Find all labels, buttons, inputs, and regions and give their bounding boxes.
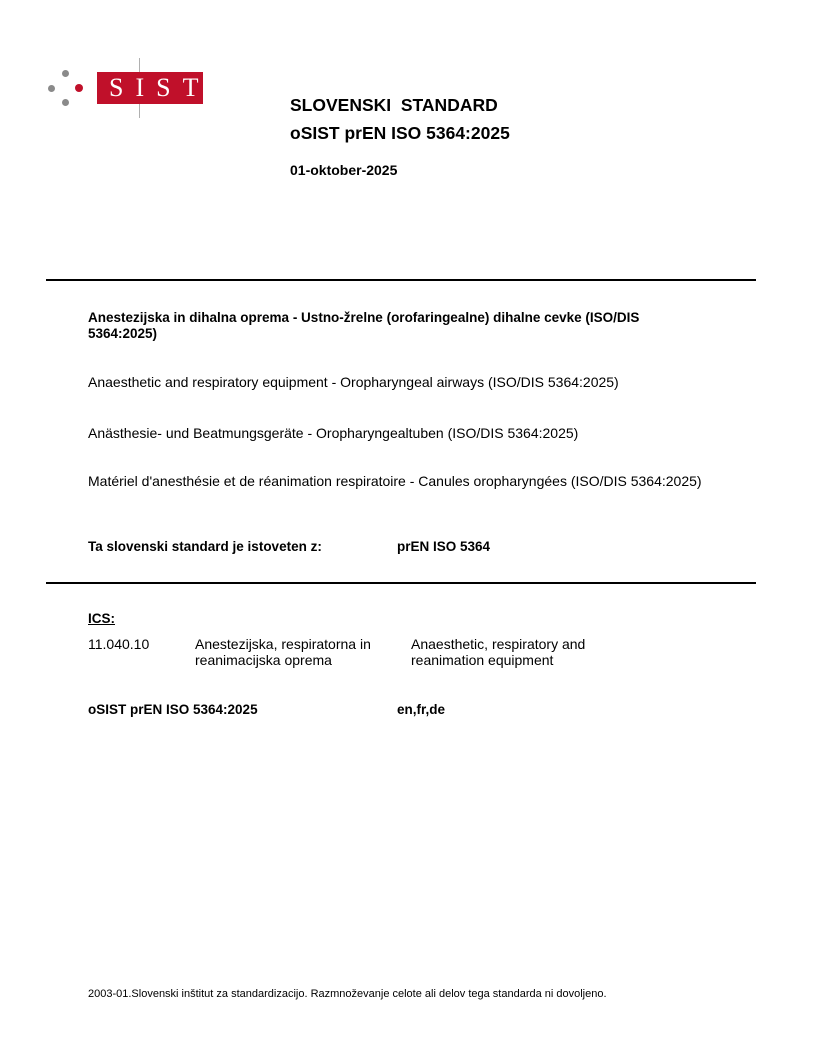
sist-logo: SIST (97, 72, 203, 104)
title-slovenian: Anestezijska in dihalna oprema - Ustno-žrelne (orofaringealne) dihalne cevke (ISO/DIS 5364:2025) (88, 310, 640, 341)
standard-number: oSIST prEN ISO 5364:2025 (290, 123, 510, 143)
document-number: oSIST prEN ISO 5364:2025 (88, 702, 258, 717)
title-english: Anaesthetic and respiratory equipment - Oropharyngeal airways (ISO/DIS 5364:2025) (88, 374, 619, 390)
ics-label: ICS: (88, 611, 115, 626)
title-french: Matériel d'anesthésie et de réanimation respiratoire - Canules oropharyngées (ISO/DIS 5364:2025) (88, 473, 702, 489)
identity-label: Ta slovenski standard je istoveten z: (88, 539, 322, 554)
ics-description-sl: Anestezijska, respiratorna in reanimacijska oprema (195, 636, 371, 668)
copyright-footer: 2003-01.Slovenski inštitut za standardizacijo. Razmnoževanje celote ali delov tega standarda ni dovoljeno. (88, 988, 607, 1000)
top-divider (46, 279, 756, 281)
ics-code: 11.040.10 (88, 636, 150, 652)
logo-dots-icon (46, 66, 90, 110)
title-german: Anästhesie- und Beatmungsgeräte - Oropharyngealtuben (ISO/DIS 5364:2025) (88, 425, 579, 441)
standard-date: 01-oktober-2025 (290, 162, 398, 178)
bottom-divider (46, 582, 756, 584)
ics-description-en: Anaesthetic, respiratory and reanimation equipment (411, 636, 586, 668)
document-languages: en,fr,de (397, 702, 446, 717)
identity-value: prEN ISO 5364 (397, 539, 491, 554)
standard-title: SLOVENSKI STANDARD (290, 95, 498, 115)
